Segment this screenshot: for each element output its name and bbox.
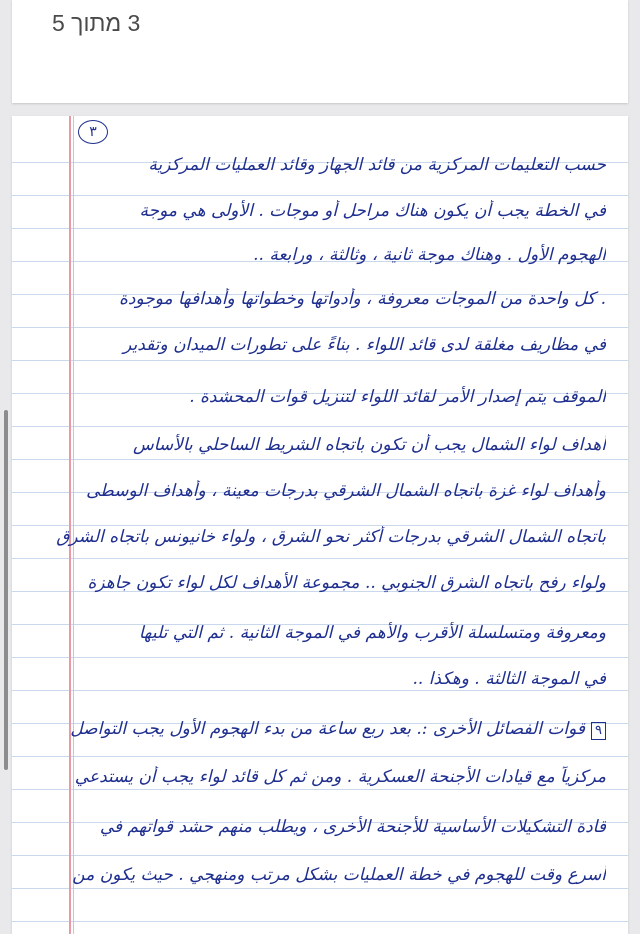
previous-page [12, 0, 628, 103]
handwritten-line: الهجوم الأول . وهناك موجة ثانية ، وثالثة ، ورابعة .. [253, 245, 606, 265]
margin-line-secondary [73, 116, 74, 934]
handwritten-line: قادة التشكيلات الأساسية للأجنحة الأخرى ، ويطلب منهم حشد قواتهم في [99, 817, 606, 837]
handwritten-line: وأهداف لواء غزة باتجاه الشمال الشرقي بدرجات معينة ، وأهداف الوسطى [86, 481, 606, 501]
handwritten-line: . كل واحدة من الموجات معروفة ، وأدواتها وخطواتها وأهدافها موجودة [119, 289, 606, 309]
handwritten-line: حسب التعليمات المركزية من قائد الجهاز وقائد العمليات المركزية [148, 155, 606, 175]
margin-line [69, 116, 71, 934]
handwritten-line [42, 718, 606, 740]
handwritten-line: باتجاه الشمال الشرقي بدرجات أكثر نحو الشرق ، ولواء خانيونس باتجاه الشرق [56, 527, 606, 547]
handwritten-line: ولواء رفح باتجاه الشرق الجنوبي .. مجموعة الأهداف لكل لواء تكون جاهزة [87, 573, 606, 593]
section-number-box: ٩ [591, 722, 606, 740]
page-number-circle: ٣ [78, 120, 108, 144]
handwritten-line: في مظاريف مغلقة لدى قائد اللواء . بناءً على تطورات الميدان وتقدير [123, 335, 606, 355]
handwritten-line: الموقف يتم إصدار الأمر لقائد اللواء لتنزيل قوات المحشدة . [189, 387, 606, 407]
handwritten-line: مركزياً مع قيادات الأجنحة العسكرية . ومن ثم كل قائد لواء يجب أن يستدعي [74, 767, 606, 787]
notebook-page [12, 116, 628, 934]
handwritten-line: في الموجة الثالثة . وهكذا .. [412, 669, 606, 689]
handwritten-line: في الخطة يجب أن يكون هناك مراحل أو موجات . الأولى هي موجة [139, 201, 606, 221]
handwritten-text: قوات الفصائل الأخرى :. بعد ربع ساعة من بدء الهجوم الأول يجب التواصل [70, 719, 586, 739]
handwritten-line: أسرع وقت للهجوم في خطة العمليات بشكل مرتب ومنهجي . حيث يكون من [72, 865, 606, 885]
scrollbar[interactable] [4, 410, 8, 770]
handwritten-line: أهداف لواء الشمال يجب أن تكون باتجاه الشريط الساحلي بالأساس [132, 435, 606, 455]
handwritten-line: ومعروفة ومتسلسلة الأقرب والأهم في الموجة الثانية . ثم التي تليها [138, 623, 606, 643]
page-indicator: 3 מתוך 5 [52, 10, 141, 36]
